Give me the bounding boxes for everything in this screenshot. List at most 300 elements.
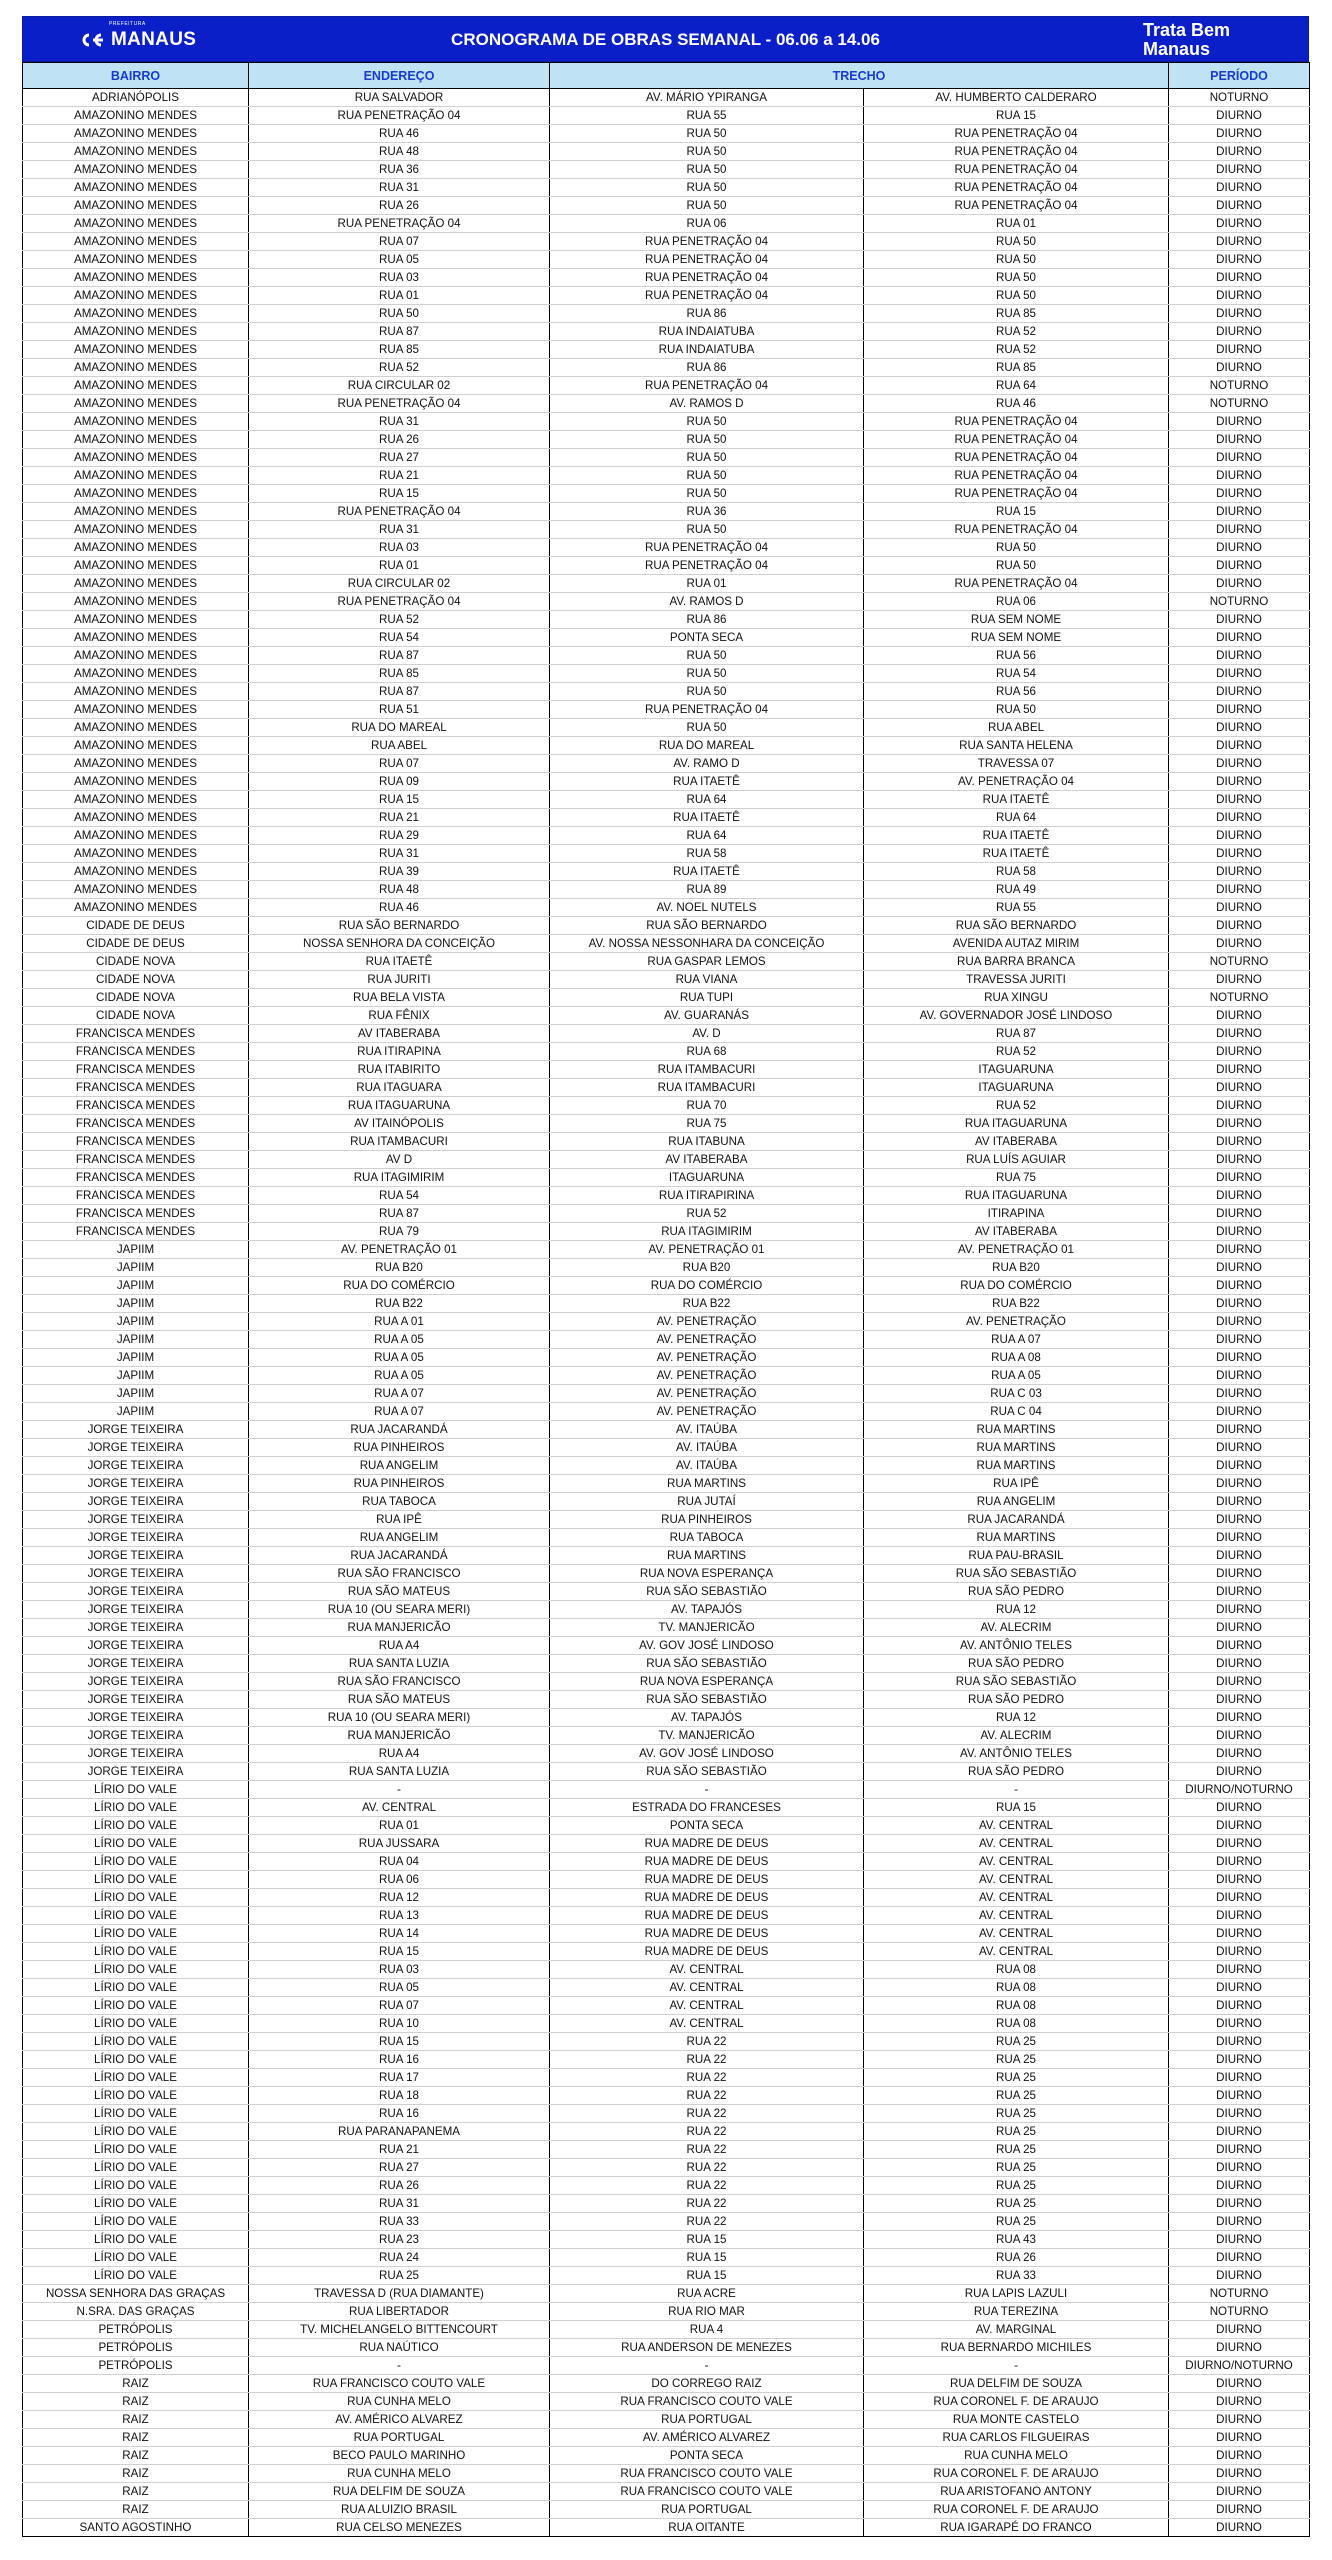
cell-endereco: RUA 13 bbox=[249, 1907, 550, 1925]
cell-bairro: LÍRIO DO VALE bbox=[23, 1799, 249, 1817]
cell-trecho-from: RUA 50 bbox=[550, 521, 864, 539]
cell-periodo: DIURNO bbox=[1169, 503, 1310, 521]
table-row bbox=[23, 2465, 1310, 2483]
cell-bairro: AMAZONINO MENDES bbox=[23, 179, 249, 197]
cell-bairro: JORGE TEIXEIRA bbox=[23, 1763, 249, 1781]
cell-bairro: AMAZONINO MENDES bbox=[23, 287, 249, 305]
cell-bairro: JORGE TEIXEIRA bbox=[23, 1439, 249, 1457]
cell-bairro: JAPIIM bbox=[23, 1259, 249, 1277]
cell-periodo: DIURNO bbox=[1169, 2177, 1310, 2195]
table-row bbox=[23, 269, 1310, 287]
cell-periodo: DIURNO bbox=[1169, 1889, 1310, 1907]
table-row bbox=[23, 1529, 1310, 1547]
cell-endereco: RUA 31 bbox=[249, 521, 550, 539]
table-row bbox=[23, 1475, 1310, 1493]
cell-periodo: DIURNO bbox=[1169, 1259, 1310, 1277]
table-row bbox=[23, 2501, 1310, 2519]
cell-trecho-from: RUA TUPI bbox=[550, 989, 864, 1007]
schedule-sheet bbox=[22, 16, 1309, 2537]
cell-trecho-from: RUA ITAETÊ bbox=[550, 863, 864, 881]
cell-bairro: LÍRIO DO VALE bbox=[23, 1781, 249, 1799]
table-row bbox=[23, 2141, 1310, 2159]
cell-endereco: RUA ALUIZIO BRASIL bbox=[249, 2501, 550, 2519]
cell-endereco: RUA ANGELIM bbox=[249, 1457, 550, 1475]
cell-trecho-from: RUA 50 bbox=[550, 467, 864, 485]
cell-trecho-from: AV. PENETRAÇÃO bbox=[550, 1349, 864, 1367]
table-row bbox=[23, 1817, 1310, 1835]
cell-endereco: RUA 21 bbox=[249, 2141, 550, 2159]
cell-endereco: RUA MANJERICÃO bbox=[249, 1727, 550, 1745]
cell-bairro: AMAZONINO MENDES bbox=[23, 629, 249, 647]
cell-endereco: RUA ABEL bbox=[249, 737, 550, 755]
cell-endereco: RUA JACARANDÁ bbox=[249, 1421, 550, 1439]
cell-bairro: AMAZONINO MENDES bbox=[23, 197, 249, 215]
cell-trecho-from: AV. MÁRIO YPIRANGA bbox=[550, 89, 864, 107]
cell-endereco: RUA 39 bbox=[249, 863, 550, 881]
cell-periodo: DIURNO bbox=[1169, 971, 1310, 989]
cell-endereco: - bbox=[249, 1781, 550, 1799]
cell-trecho-from: RUA 50 bbox=[550, 647, 864, 665]
cell-trecho-to: RUA PENETRAÇÃO 04 bbox=[864, 161, 1169, 179]
cell-trecho-from: RUA MADRE DE DEUS bbox=[550, 1853, 864, 1871]
cell-bairro: JORGE TEIXEIRA bbox=[23, 1529, 249, 1547]
cell-endereco: RUA 24 bbox=[249, 2249, 550, 2267]
cell-periodo: DIURNO bbox=[1169, 2141, 1310, 2159]
cell-bairro: JORGE TEIXEIRA bbox=[23, 1655, 249, 1673]
table-row bbox=[23, 863, 1310, 881]
cell-periodo: DIURNO bbox=[1169, 1763, 1310, 1781]
cell-bairro: FRANCISCA MENDES bbox=[23, 1169, 249, 1187]
cell-endereco: RUA DO MAREAL bbox=[249, 719, 550, 737]
cell-bairro: RAIZ bbox=[23, 2411, 249, 2429]
cell-periodo: DIURNO bbox=[1169, 2267, 1310, 2285]
cell-trecho-from: RUA PENETRAÇÃO 04 bbox=[550, 233, 864, 251]
cell-periodo: DIURNO bbox=[1169, 1835, 1310, 1853]
table-row bbox=[23, 1799, 1310, 1817]
cell-periodo: DIURNO bbox=[1169, 2339, 1310, 2357]
cell-bairro: JORGE TEIXEIRA bbox=[23, 1583, 249, 1601]
cell-bairro: FRANCISCA MENDES bbox=[23, 1223, 249, 1241]
column-header-trecho: TRECHO bbox=[550, 63, 1169, 89]
table-row bbox=[23, 2069, 1310, 2087]
cell-endereco: RUA 87 bbox=[249, 683, 550, 701]
cell-periodo: DIURNO bbox=[1169, 449, 1310, 467]
cell-trecho-to: ITAGUARUNA bbox=[864, 1079, 1169, 1097]
cell-periodo: DIURNO bbox=[1169, 2213, 1310, 2231]
cell-trecho-to: RUA PENETRAÇÃO 04 bbox=[864, 485, 1169, 503]
cell-periodo: DIURNO bbox=[1169, 1097, 1310, 1115]
cell-endereco: AV. CENTRAL bbox=[249, 1799, 550, 1817]
cell-periodo: DIURNO bbox=[1169, 1241, 1310, 1259]
cell-trecho-to: RUA 52 bbox=[864, 341, 1169, 359]
cell-endereco: RUA PORTUGAL bbox=[249, 2429, 550, 2447]
cell-periodo: DIURNO bbox=[1169, 2069, 1310, 2087]
cell-endereco: RUA 15 bbox=[249, 2033, 550, 2051]
table-row bbox=[23, 503, 1310, 521]
cell-bairro: JORGE TEIXEIRA bbox=[23, 1637, 249, 1655]
cell-trecho-to: RUA 26 bbox=[864, 2249, 1169, 2267]
table-row bbox=[23, 467, 1310, 485]
cell-bairro: CIDADE NOVA bbox=[23, 1007, 249, 1025]
cell-endereco: RUA TABOCA bbox=[249, 1493, 550, 1511]
table-row bbox=[23, 1709, 1310, 1727]
cell-endereco: RUA A 05 bbox=[249, 1367, 550, 1385]
table-row bbox=[23, 2519, 1310, 2537]
cell-bairro: RAIZ bbox=[23, 2375, 249, 2393]
cell-trecho-from: RUA 22 bbox=[550, 2033, 864, 2051]
cell-periodo: DIURNO bbox=[1169, 1043, 1310, 1061]
cell-trecho-to: RUA 85 bbox=[864, 359, 1169, 377]
cell-bairro: LÍRIO DO VALE bbox=[23, 2159, 249, 2177]
table-row bbox=[23, 1115, 1310, 1133]
cell-trecho-from: RUA 22 bbox=[550, 2123, 864, 2141]
cell-trecho-from: AV. ITAÚBA bbox=[550, 1457, 864, 1475]
cell-periodo: DIURNO bbox=[1169, 737, 1310, 755]
cell-endereco: RUA 16 bbox=[249, 2105, 550, 2123]
cell-trecho-from: RUA 22 bbox=[550, 2177, 864, 2195]
cell-bairro: AMAZONINO MENDES bbox=[23, 305, 249, 323]
cell-periodo: DIURNO bbox=[1169, 791, 1310, 809]
cell-trecho-from: RUA PORTUGAL bbox=[550, 2411, 864, 2429]
cell-bairro: LÍRIO DO VALE bbox=[23, 2195, 249, 2213]
cell-bairro: RAIZ bbox=[23, 2429, 249, 2447]
cell-bairro: FRANCISCA MENDES bbox=[23, 1115, 249, 1133]
cell-periodo: DIURNO bbox=[1169, 197, 1310, 215]
cell-periodo: DIURNO bbox=[1169, 485, 1310, 503]
cell-endereco: RUA 52 bbox=[249, 611, 550, 629]
cell-trecho-from: RUA 4 bbox=[550, 2321, 864, 2339]
cell-trecho-from: RUA DO MAREAL bbox=[550, 737, 864, 755]
cell-trecho-to: RUA C 04 bbox=[864, 1403, 1169, 1421]
cell-trecho-from: AV. PENETRAÇÃO bbox=[550, 1313, 864, 1331]
cell-trecho-to: RUA ITAGUARUNA bbox=[864, 1115, 1169, 1133]
cell-endereco: RUA 16 bbox=[249, 2051, 550, 2069]
cell-trecho-from: AV. PENETRAÇÃO bbox=[550, 1331, 864, 1349]
cell-bairro: FRANCISCA MENDES bbox=[23, 1151, 249, 1169]
cell-endereco: RUA 09 bbox=[249, 773, 550, 791]
cell-bairro: JAPIIM bbox=[23, 1331, 249, 1349]
cell-trecho-from: RUA INDAIATUBA bbox=[550, 341, 864, 359]
cell-bairro: AMAZONINO MENDES bbox=[23, 737, 249, 755]
cell-periodo: NOTURNO bbox=[1169, 989, 1310, 1007]
cell-bairro: AMAZONINO MENDES bbox=[23, 773, 249, 791]
cell-bairro: JAPIIM bbox=[23, 1367, 249, 1385]
cell-trecho-from: RUA ITAETÊ bbox=[550, 773, 864, 791]
cell-endereco: RUA 27 bbox=[249, 2159, 550, 2177]
table-row bbox=[23, 1943, 1310, 1961]
cell-trecho-to: RUA 15 bbox=[864, 1799, 1169, 1817]
cell-endereco: RUA CUNHA MELO bbox=[249, 2393, 550, 2411]
cell-periodo: DIURNO bbox=[1169, 863, 1310, 881]
cell-periodo: DIURNO bbox=[1169, 1871, 1310, 1889]
cell-trecho-from: RUA ACRE bbox=[550, 2285, 864, 2303]
cell-trecho-to: RUA SÃO PEDRO bbox=[864, 1691, 1169, 1709]
cell-periodo: DIURNO bbox=[1169, 1709, 1310, 1727]
cell-bairro: FRANCISCA MENDES bbox=[23, 1043, 249, 1061]
table-row bbox=[23, 845, 1310, 863]
table-row bbox=[23, 413, 1310, 431]
cell-trecho-from: RUA ITAMBACURI bbox=[550, 1061, 864, 1079]
cell-bairro: AMAZONINO MENDES bbox=[23, 539, 249, 557]
cell-periodo: DIURNO bbox=[1169, 2375, 1310, 2393]
table-row bbox=[23, 1349, 1310, 1367]
cell-bairro: ADRIANÓPOLIS bbox=[23, 89, 249, 107]
cell-periodo: DIURNO bbox=[1169, 1691, 1310, 1709]
cell-periodo: DIURNO bbox=[1169, 1493, 1310, 1511]
table-row bbox=[23, 953, 1310, 971]
table-row bbox=[23, 1889, 1310, 1907]
cell-trecho-from: ITAGUARUNA bbox=[550, 1169, 864, 1187]
cell-trecho-from: RUA MADRE DE DEUS bbox=[550, 1925, 864, 1943]
cell-trecho-to: AV. CENTRAL bbox=[864, 1925, 1169, 1943]
cell-endereco: RUA 48 bbox=[249, 143, 550, 161]
cell-periodo: DIURNO bbox=[1169, 647, 1310, 665]
cell-endereco: RUA PENETRAÇÃO 04 bbox=[249, 503, 550, 521]
cell-endereco: RUA 54 bbox=[249, 1187, 550, 1205]
cell-periodo: DIURNO/NOTURNO bbox=[1169, 2357, 1310, 2375]
cell-periodo: DIURNO bbox=[1169, 2033, 1310, 2051]
cell-bairro: JAPIIM bbox=[23, 1349, 249, 1367]
table-row bbox=[23, 2051, 1310, 2069]
table-row bbox=[23, 1583, 1310, 1601]
cell-endereco: RUA 27 bbox=[249, 449, 550, 467]
cell-trecho-from: RUA 22 bbox=[550, 2159, 864, 2177]
cell-periodo: DIURNO bbox=[1169, 827, 1310, 845]
cell-periodo: DIURNO bbox=[1169, 2447, 1310, 2465]
table-row bbox=[23, 1421, 1310, 1439]
cell-trecho-to: TRAVESSA 07 bbox=[864, 755, 1169, 773]
table-row bbox=[23, 215, 1310, 233]
cell-periodo: NOTURNO bbox=[1169, 377, 1310, 395]
cell-trecho-from: RUA 15 bbox=[550, 2249, 864, 2267]
cell-trecho-from: AV. CENTRAL bbox=[550, 2015, 864, 2033]
cell-bairro: AMAZONINO MENDES bbox=[23, 899, 249, 917]
cell-endereco: RUA ITABIRITO bbox=[249, 1061, 550, 1079]
cell-trecho-to: RUA IGARAPÉ DO FRANCO bbox=[864, 2519, 1169, 2537]
cell-trecho-from: AV. PENETRAÇÃO bbox=[550, 1385, 864, 1403]
cell-periodo: DIURNO bbox=[1169, 1331, 1310, 1349]
cell-bairro: JAPIIM bbox=[23, 1403, 249, 1421]
cell-trecho-from: PONTA SECA bbox=[550, 2447, 864, 2465]
cell-periodo: DIURNO bbox=[1169, 2501, 1310, 2519]
table-row bbox=[23, 1187, 1310, 1205]
cell-trecho-to: RUA SEM NOME bbox=[864, 611, 1169, 629]
cell-trecho-to: AV. MARGINAL bbox=[864, 2321, 1169, 2339]
table-row bbox=[23, 593, 1310, 611]
cell-bairro: AMAZONINO MENDES bbox=[23, 791, 249, 809]
table-row bbox=[23, 575, 1310, 593]
table-row bbox=[23, 287, 1310, 305]
cell-trecho-from: RUA 50 bbox=[550, 161, 864, 179]
cell-bairro: CIDADE DE DEUS bbox=[23, 917, 249, 935]
cell-trecho-from: RUA PORTUGAL bbox=[550, 2501, 864, 2519]
cell-endereco: RUA 03 bbox=[249, 539, 550, 557]
cell-endereco: RUA 01 bbox=[249, 287, 550, 305]
cell-trecho-to: RUA A 07 bbox=[864, 1331, 1169, 1349]
cell-trecho-to: RUA MARTINS bbox=[864, 1457, 1169, 1475]
table-row bbox=[23, 1403, 1310, 1421]
cell-endereco: RUA A 07 bbox=[249, 1403, 550, 1421]
cell-bairro: AMAZONINO MENDES bbox=[23, 611, 249, 629]
cell-trecho-to: RUA 56 bbox=[864, 683, 1169, 701]
cell-periodo: NOTURNO bbox=[1169, 2285, 1310, 2303]
table-row bbox=[23, 1763, 1310, 1781]
cell-trecho-to: RUA 08 bbox=[864, 1979, 1169, 1997]
cell-trecho-from: RUA 70 bbox=[550, 1097, 864, 1115]
table-row bbox=[23, 1169, 1310, 1187]
cell-periodo: DIURNO bbox=[1169, 2231, 1310, 2249]
cell-trecho-to: RUA 50 bbox=[864, 539, 1169, 557]
cell-trecho-to: AV. PENETRAÇÃO bbox=[864, 1313, 1169, 1331]
cell-periodo: DIURNO bbox=[1169, 413, 1310, 431]
cell-bairro: LÍRIO DO VALE bbox=[23, 2015, 249, 2033]
cell-trecho-from: RUA TABOCA bbox=[550, 1529, 864, 1547]
cell-trecho-to: RUA ARISTOFANO ANTONY bbox=[864, 2483, 1169, 2501]
cell-trecho-from: - bbox=[550, 2357, 864, 2375]
table-row bbox=[23, 2339, 1310, 2357]
cell-periodo: DIURNO bbox=[1169, 1961, 1310, 1979]
cell-endereco: RUA 52 bbox=[249, 359, 550, 377]
table-row bbox=[23, 1259, 1310, 1277]
cell-trecho-to: RUA 08 bbox=[864, 1961, 1169, 1979]
cell-periodo: NOTURNO bbox=[1169, 395, 1310, 413]
cell-trecho-to: RUA BERNARDO MICHILES bbox=[864, 2339, 1169, 2357]
cell-trecho-to: RUA 06 bbox=[864, 593, 1169, 611]
cell-periodo: DIURNO bbox=[1169, 431, 1310, 449]
cell-endereco: RUA JURITI bbox=[249, 971, 550, 989]
cell-bairro: JORGE TEIXEIRA bbox=[23, 1691, 249, 1709]
cell-endereco: RUA 06 bbox=[249, 1871, 550, 1889]
cell-trecho-to: RUA 50 bbox=[864, 701, 1169, 719]
table-row bbox=[23, 1673, 1310, 1691]
cell-trecho-from: RUA GASPAR LEMOS bbox=[550, 953, 864, 971]
table-row bbox=[23, 1367, 1310, 1385]
cell-bairro: AMAZONINO MENDES bbox=[23, 593, 249, 611]
cell-bairro: NOSSA SENHORA DAS GRAÇAS bbox=[23, 2285, 249, 2303]
cell-trecho-from: RUA 22 bbox=[550, 2087, 864, 2105]
cell-periodo: DIURNO bbox=[1169, 1907, 1310, 1925]
cell-endereco: RUA 87 bbox=[249, 647, 550, 665]
cell-trecho-to: RUA 52 bbox=[864, 323, 1169, 341]
cell-periodo: DIURNO bbox=[1169, 359, 1310, 377]
cell-trecho-from: RUA 50 bbox=[550, 197, 864, 215]
cell-trecho-from: AV. ITAÚBA bbox=[550, 1439, 864, 1457]
cell-trecho-to: RUA SÃO SEBASTIÃO bbox=[864, 1673, 1169, 1691]
table-row bbox=[23, 881, 1310, 899]
table-row bbox=[23, 1223, 1310, 1241]
cell-trecho-to: ITIRAPINA bbox=[864, 1205, 1169, 1223]
cell-periodo: DIURNO bbox=[1169, 719, 1310, 737]
cell-bairro: LÍRIO DO VALE bbox=[23, 2105, 249, 2123]
cell-trecho-from: AV. CENTRAL bbox=[550, 1997, 864, 2015]
cell-periodo: DIURNO bbox=[1169, 773, 1310, 791]
cell-endereco: RUA FÊNIX bbox=[249, 1007, 550, 1025]
cell-endereco: RUA 05 bbox=[249, 251, 550, 269]
cell-periodo: DIURNO bbox=[1169, 305, 1310, 323]
cell-bairro: JORGE TEIXEIRA bbox=[23, 1565, 249, 1583]
cell-trecho-from: RUA SÃO SEBASTIÃO bbox=[550, 1763, 864, 1781]
cell-bairro: AMAZONINO MENDES bbox=[23, 467, 249, 485]
cell-periodo: DIURNO bbox=[1169, 287, 1310, 305]
cell-trecho-from: RUA FRANCISCO COUTO VALE bbox=[550, 2483, 864, 2501]
cell-periodo: DIURNO bbox=[1169, 251, 1310, 269]
cell-periodo: DIURNO bbox=[1169, 2015, 1310, 2033]
cell-trecho-from: RUA ITAGIMIRIM bbox=[550, 1223, 864, 1241]
cell-bairro: AMAZONINO MENDES bbox=[23, 233, 249, 251]
cell-bairro: SANTO AGOSTINHO bbox=[23, 2519, 249, 2537]
table-row bbox=[23, 1925, 1310, 1943]
cell-trecho-to: RUA PENETRAÇÃO 04 bbox=[864, 197, 1169, 215]
cell-endereco: RUA CIRCULAR 02 bbox=[249, 575, 550, 593]
cell-endereco: - bbox=[249, 2357, 550, 2375]
cell-endereco: RUA LIBERTADOR bbox=[249, 2303, 550, 2321]
cell-bairro: JAPIIM bbox=[23, 1277, 249, 1295]
cell-bairro: RAIZ bbox=[23, 2465, 249, 2483]
brand-right-line2: Manaus bbox=[1142, 39, 1210, 59]
cell-periodo: DIURNO bbox=[1169, 1367, 1310, 1385]
cell-bairro: RAIZ bbox=[23, 2483, 249, 2501]
cell-bairro: FRANCISCA MENDES bbox=[23, 1187, 249, 1205]
cell-trecho-to: RUA SÃO PEDRO bbox=[864, 1655, 1169, 1673]
cell-periodo: DIURNO bbox=[1169, 1133, 1310, 1151]
cell-bairro: AMAZONINO MENDES bbox=[23, 863, 249, 881]
cell-trecho-from: RUA 52 bbox=[550, 1205, 864, 1223]
cell-bairro: JORGE TEIXEIRA bbox=[23, 1727, 249, 1745]
table-row bbox=[23, 1043, 1310, 1061]
cell-periodo: DIURNO bbox=[1169, 1565, 1310, 1583]
table-row bbox=[23, 1007, 1310, 1025]
cell-periodo: DIURNO bbox=[1169, 467, 1310, 485]
cell-trecho-from: RUA PENETRAÇÃO 04 bbox=[550, 251, 864, 269]
cell-trecho-from: AV. TAPAJÓS bbox=[550, 1601, 864, 1619]
cell-endereco: RUA JUSSARA bbox=[249, 1835, 550, 1853]
cell-trecho-from: RUA 86 bbox=[550, 611, 864, 629]
cell-endereco: RUA 46 bbox=[249, 125, 550, 143]
table-row bbox=[23, 323, 1310, 341]
cell-periodo: DIURNO bbox=[1169, 1151, 1310, 1169]
cell-trecho-to: RUA 46 bbox=[864, 395, 1169, 413]
cell-bairro: JORGE TEIXEIRA bbox=[23, 1511, 249, 1529]
cell-trecho-from: RUA RIO MAR bbox=[550, 2303, 864, 2321]
table-row bbox=[23, 179, 1310, 197]
cell-periodo: DIURNO bbox=[1169, 2051, 1310, 2069]
cell-trecho-to: RUA 25 bbox=[864, 2033, 1169, 2051]
cell-trecho-from: RUA 89 bbox=[550, 881, 864, 899]
cell-periodo: DIURNO bbox=[1169, 1349, 1310, 1367]
cell-periodo: DIURNO bbox=[1169, 2087, 1310, 2105]
table-row bbox=[23, 2195, 1310, 2213]
cell-periodo: DIURNO bbox=[1169, 1925, 1310, 1943]
cell-bairro: LÍRIO DO VALE bbox=[23, 2141, 249, 2159]
cell-periodo: DIURNO bbox=[1169, 1727, 1310, 1745]
cell-trecho-from: RUA MARTINS bbox=[550, 1547, 864, 1565]
table-row bbox=[23, 1637, 1310, 1655]
table-row bbox=[23, 107, 1310, 125]
cell-endereco: RUA CUNHA MELO bbox=[249, 2465, 550, 2483]
cell-bairro: LÍRIO DO VALE bbox=[23, 1979, 249, 1997]
cell-trecho-from: AV. RAMO D bbox=[550, 755, 864, 773]
table-row bbox=[23, 1601, 1310, 1619]
table-row bbox=[23, 1835, 1310, 1853]
cell-bairro: LÍRIO DO VALE bbox=[23, 1853, 249, 1871]
cell-endereco: RUA CIRCULAR 02 bbox=[249, 377, 550, 395]
cell-trecho-from: RUA 01 bbox=[550, 575, 864, 593]
cell-trecho-to: RUA PENETRAÇÃO 04 bbox=[864, 413, 1169, 431]
cell-trecho-to: RUA 25 bbox=[864, 2069, 1169, 2087]
column-header-periodo: PERÍODO bbox=[1169, 63, 1310, 89]
cell-periodo: DIURNO bbox=[1169, 809, 1310, 827]
cell-trecho-to: RUA CORONEL F. DE ARAUJO bbox=[864, 2501, 1169, 2519]
